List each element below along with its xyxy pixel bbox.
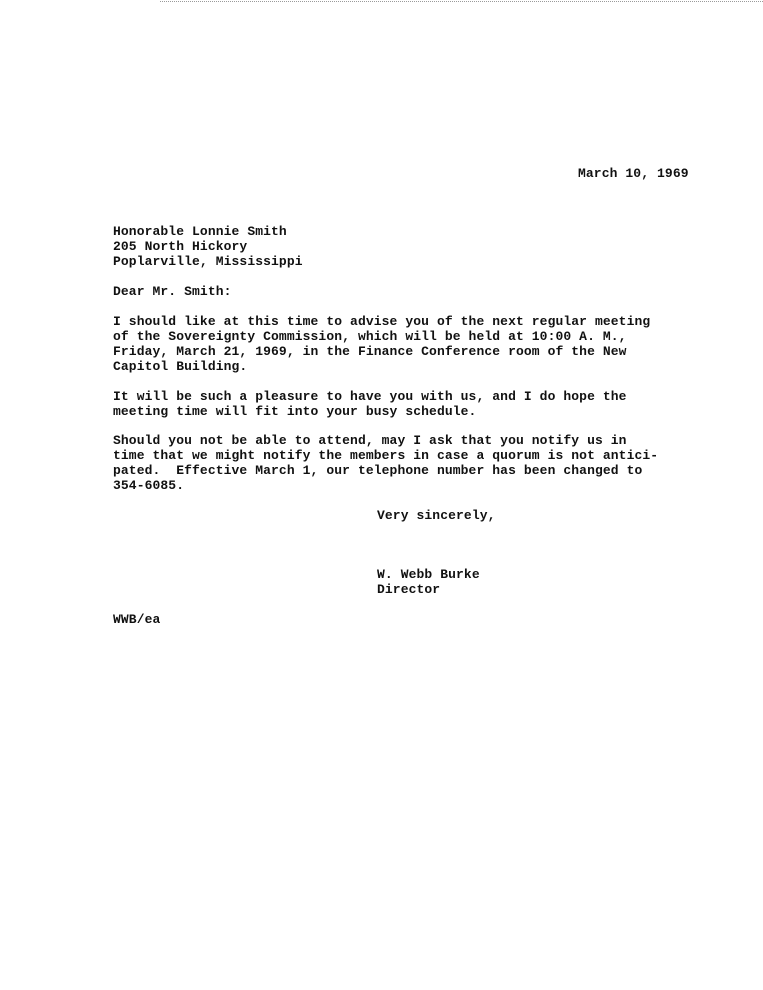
address-line: 205 North Hickory <box>113 239 248 254</box>
paragraph-line: Capitol Building. <box>113 359 248 374</box>
letter-date: March 10, 1969 <box>578 166 689 181</box>
paragraph-line: meeting time will fit into your busy schedule. <box>113 404 477 419</box>
paragraph-line: Friday, March 21, 1969, in the Finance Conference room of the New <box>113 344 627 359</box>
paragraph-line: It will be such a pleasure to have you with us, and I do hope the <box>113 389 627 404</box>
paragraph-line: pated. Effective March 1, our telephone number has been changed to <box>113 463 643 478</box>
reference-initials: WWB/ea <box>113 612 161 627</box>
paragraph-line: Should you not be able to attend, may I ask that you notify us in <box>113 433 627 448</box>
address-line: Poplarville, Mississippi <box>113 254 303 269</box>
paragraph-line: of the Sovereignty Commission, which will be held at 10:00 A. M., <box>113 329 627 344</box>
signer-title: Director <box>377 582 441 597</box>
paragraph-line: time that we might notify the members in case a quorum is not antici- <box>113 448 659 463</box>
salutation: Dear Mr. Smith: <box>113 284 232 299</box>
signer-name: W. Webb Burke <box>377 567 480 582</box>
paragraph-line: 354-6085. <box>113 478 185 493</box>
page-edge-border <box>160 1 763 2</box>
complimentary-close: Very sincerely, <box>377 508 496 523</box>
address-line: Honorable Lonnie Smith <box>113 224 287 239</box>
paragraph-line: I should like at this time to advise you of the next regular meeting <box>113 314 651 329</box>
